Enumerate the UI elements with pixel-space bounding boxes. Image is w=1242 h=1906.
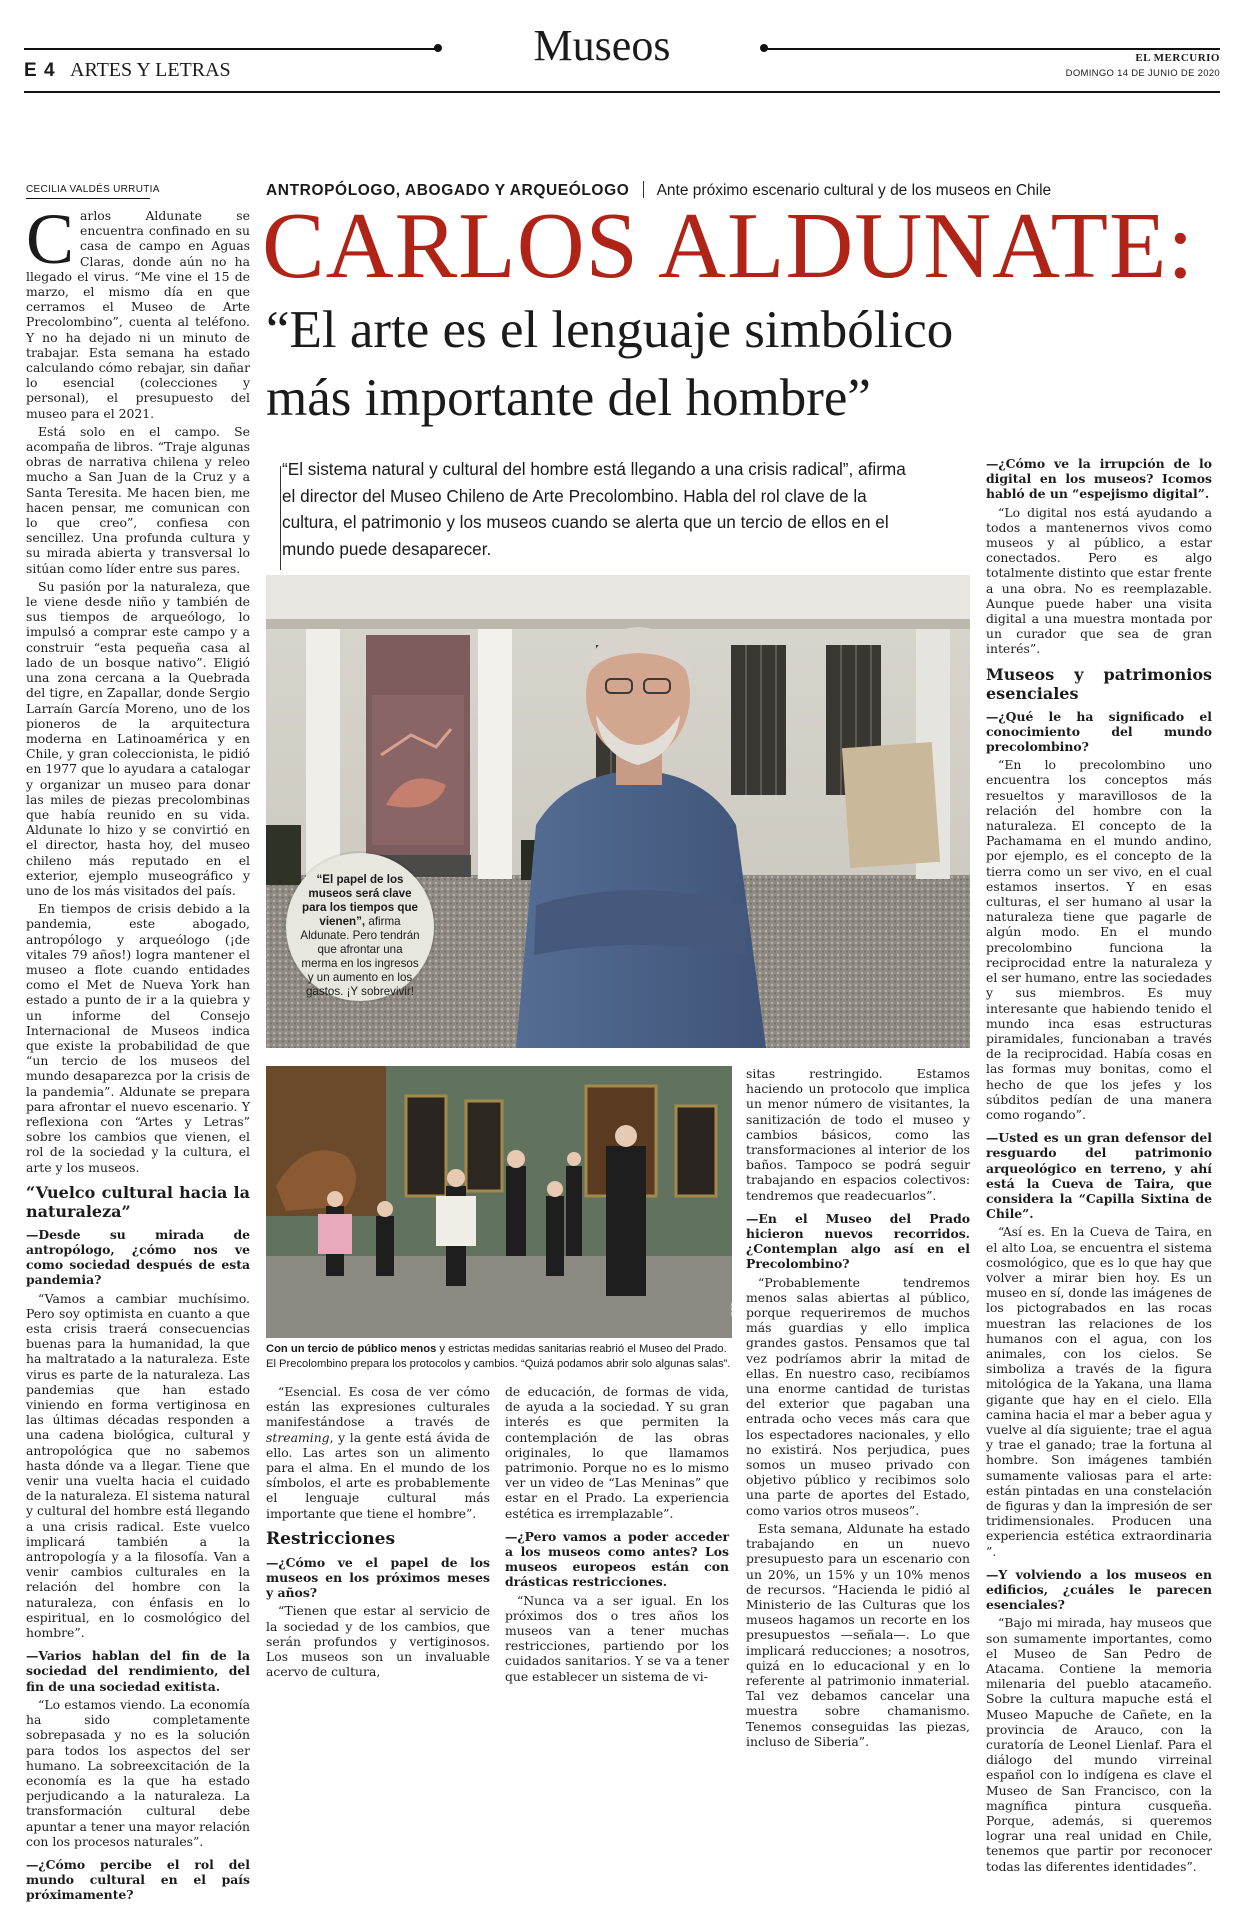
dek-text: “El sistema natural y cultural del hombre está llegando a una crisis radical”, afirma el director del Museo Chileno de Arte Precolombino. Habla del rol clave de la cultura, el patrimonio y los museos cuando se alerta que un tercio de ellos en el mundo puede desaparecer.	[282, 459, 906, 559]
prado-caption-bold: Con un tercio de público menos	[266, 1343, 437, 1355]
col3-question-1: —¿Pero vamos a poder acceder a los museos como antes? Los museos europeos están con drásticas restricciones.	[505, 1528, 729, 1590]
prado-photo	[266, 1066, 739, 1338]
col5-answer-1: “Lo digital nos está ayudando a todos a mantenernos vivos como museos y al público, a estar conectados. Pero es algo totalmente distinto que estar frente a una obra. No es reemplazable. Aunque puede haber una visita digital a una muestra montada por un curador que sea de gran interés”.	[986, 504, 1212, 657]
col4-answer-2: “Probablemente tendremos menos salas abiertas al público, porque requeriremos de muchos más guardias y ello implica grandes gastos. Pensamos que tal vez podríamos abrir la mitad de ellas. En nuestro caso, recibíamos una enorme cantidad de turistas del exterior que pagaban una entrada ocho veces más cara que los espectadores nacionales, y ello no existirá. Nos perjudica, pues somos un museo privado con objetivo público y recibimos solo una parte de aportes del Estado, como varios otros museos”.	[746, 1274, 970, 1518]
col1-paragraph-2: Está solo en el campo. Se acompaña de libros. “Traje algunas obras de narrativa chilena y releo mucho a San Juan de la Cruz y a Santa Teresita. Me hacen bien, me hacen pensar, me comunican con lo que creo”, confiesa con sencillez. Una profunda cultura y su mirada abierta y transversal lo sitúan como líder entre sus pares.	[26, 423, 250, 576]
newspaper-name: EL MERCURIO	[1135, 52, 1220, 64]
col3-answer-2: “Nunca va a ser igual. En los próximos dos o tres años los museos van a tener muchas restricciones, partiendo por los cuidados sanitarios. Y se va a tener que establecer un sistema de vi-	[505, 1592, 729, 1684]
col3-answer-1: de educación, de formas de vida, de ayuda a la sociedad. Y su gran interés es que permiten la contemplación de las obras originales, lo que llamamos patrimonio. Porque no es lo mismo ver un video de “Las Meninas” que estar en el Prado. La experiencia estética es irremplazable”.	[505, 1384, 729, 1521]
col1-answer-1: “Vamos a cambiar muchísimo. Pero soy optimista en cuanto a que esta crisis traerá consecuencias buenas para la humanidad, la que ha maltratado a la naturaleza. Este virus es parte de la naturaleza. Las pandemias que han estado viniendo en forma vertiginosa en las últimas décadas responden a una cadena biológica, cultural y antropológica que no sabemos hasta dónde va a llegar. Tiene que venir una vuelta hacia el cuidado de la naturaleza. El sistema natural y cultural del hombre está llegando a una crisis radical. Este vuelco implicará también a la antropología y a la filosofía. Van a venir cambios culturales en la relación del hombre con la naturaleza, con énfasis en lo espiritual, en lo cosmológico del hombre”.	[26, 1290, 250, 1641]
header-rule-right	[762, 48, 1220, 50]
col2-subheading: Restricciones	[266, 1528, 396, 1549]
header-dot-right	[760, 44, 768, 52]
col4-paragraph-3: Esta semana, Aldunate ha estado trabajando en un nuevo presupuesto para un escenario con un 20%, un 15% y un 10% menos de recursos. “Hacienda le pidió al Ministerio de las Culturas que los museos hagamos un recorte en los presupuestos —señala—. Lo que implicará reducciones; a nosotros, quizá en lo educacional y en lo referente al patrimonio inmaterial. Tal vez debamos cancelar una muestra sobre chamanismo. Tenemos conseguidas las piezas, incluso de Siberia”.	[746, 1520, 970, 1749]
kicker-text: Ante próximo escenario cultural y de los museos en Chile	[656, 182, 1052, 199]
kicker-label: ANTROPÓLOGO, ABOGADO Y ARQUEÓLOGO	[266, 182, 630, 199]
pullquote-bold: “El papel de los museos será clave para los tiempos que vienen”,	[302, 873, 418, 928]
main-photo-credit: CHRISTIAN IGLESIAS	[974, 918, 982, 999]
byline: CECILIA VALDÉS URRUTIA	[26, 184, 160, 195]
column-5	[986, 456, 1212, 1877]
col1-question-3: —¿Cómo percibe el rol del mundo cultural en el país próximamente?	[26, 1856, 250, 1903]
col4-question-1: —En el Museo del Prado hicieron nuevos recorridos. ¿Contemplan algo así en el Precolombino?	[746, 1210, 970, 1272]
dropcap: C	[26, 199, 75, 279]
section-title: Museos	[533, 21, 671, 70]
column-3	[505, 1384, 729, 1687]
page-header	[24, 18, 1220, 94]
prado-caption-rest: y estrictas medidas sanitarias reabrió el Museo del Prado. El Precolombino prepara los protocolos y cambios. “Quizá podamos abrir solo algunas salas”.	[266, 1343, 731, 1370]
prado-caption	[266, 1342, 736, 1371]
col5-question-3: —Usted es un gran defensor del resguardo del patrimonio arqueológico en terreno, y ahí está la Cueva de Taira, que considera la “Capilla Sixtina de Chile”.	[986, 1130, 1212, 1222]
col2-question-1: —¿Cómo ve el papel de los museos en los próximos meses y años?	[266, 1554, 490, 1601]
col5-question-1: —¿Cómo ve la irrupción de lo digital en los museos? Icomos habló de un “espejismo digital”.	[986, 456, 1212, 502]
col5-question-4: —Y volviendo a los museos en edificios, ¿cuáles le parecen esenciales?	[986, 1566, 1212, 1613]
headline: CARLOS ALDUNATE:	[262, 194, 1195, 298]
column-2	[266, 1384, 490, 1682]
column-1	[26, 199, 251, 1906]
prado-photo-credit: EFE	[731, 1302, 739, 1317]
col5-question-2: —¿Qué le ha significado el conocimiento del mundo precolombino?	[986, 708, 1212, 755]
col1-paragraph-3: Su pasión por la naturaleza, que le viene desde niño y también de sus tiempos de arqueólogo, lo impulsó a comprar este campo y a construir “esta pequeña casa al lado de un bosque nativo”. Eligió una zona cercana a la Quebrada del tigre, en Zapallar, donde Sergio Larraín García Moreno, uno de los pioneros de la arquitectura moderna en Latinoamérica y en Chile, y gran coleccionista, le pidió en 1977 que lo ayudara a catalogar y organizar un museo para donar las miles de piezas precolombinas que había reunido en su vida. Aldunate lo hizo y se convirtió en el director, hasta hoy, del museo chileno más reputado en el exterior, ejemplo museográfico y uno de los más visitados del país.	[26, 578, 250, 898]
col5-answer-3: “Así es. En la Cueva de Taira, en el alto Loa, se encuentra el sistema cosmológico, que es lo que hay que volver a mirar bien hoy. Es un museo en sí, donde las imágenes de los pictograbados en las rocas muestran las relaciones de los humanos con el agua, con los animales, con los cielos. Se simboliza a través de la figura mitológica de la Yakana, una llama gigante que hay en el cielo. Ella camina hacia el mar a beber agua y vuelve al día siguiente; trae el agua y trae el ganado; trae la fortuna al hombre. Son imágenes también sumamente valiosas para el arte: están pintadas en una constelación de figuras y dan la impresión de ser tridimensionales. Producen una experiencia estética extraordinaria ”.	[986, 1224, 1212, 1559]
col2-answer-1: “Esencial. Es cosa de ver cómo están las expresiones culturales manifestándose a través de streaming, y la gente está ávida de ello. Las artes son un alimento para el alma. En el mundo de los símbolos, el arte es probablemente el lenguaje cultural más importante que tiene el hombre”.	[266, 1384, 490, 1521]
col1-question-2: —Varios hablan del fin de la sociedad del rendimiento, del fin de una sociedad exitista.	[26, 1648, 250, 1694]
col1-subheading: “Vuelco cultural hacia la naturaleza”	[26, 1182, 250, 1221]
pullquote-bubble	[286, 853, 434, 1001]
col1-question-1: —Desde su mirada de antropólogo, ¿cómo nos ve como sociedad después de esta pandemia?	[26, 1226, 250, 1288]
col4-answer-1: sitas restringido. Estamos haciendo un protocolo que implica un menor número de visitantes, la sanitización de todo el museo y cambios básicos, como las transformaciones al interior de los baños. Tampoco se podrá seguir trabajando en espacios colectivos: tendremos que readecuarlos”.	[746, 1066, 970, 1203]
dek-rule	[280, 466, 281, 570]
main-photo	[266, 575, 982, 1048]
col5-answer-4: “Bajo mi mirada, hay museos que son sumamente importantes, como el Museo de San Pedro de Atacama. Contiene la memoria milenaria del pueblo atacameño. Sobre la cultura mapuche está el Museo Mapuche de Cañete, en la provincia de Arauco, con la curatoría de Leonel Lienlaf. Para el diálogo del mundo virreinal español con lo indígena es clave el Museo de San Francisco, con la magnífica pintura cusqueña. Porque, además, si queremos lograr una real unidad en Chile, tenemos que partir por reconocer todas las diferentes identidades”.	[986, 1615, 1212, 1874]
header-rule-left	[24, 48, 439, 50]
col1-paragraph-4: En tiempos de crisis debido a la pandemia, este abogado, antropólogo y arqueólogo (¡de vitales 79 años!) logra mantener el museo a flote cuando entidades como el Met de Nueva York han estado a punto de ir a la quiebra y un informe del Consejo Internacional de Museos indica que existe la probabilidad de que “un tercio de los museos del mundo desaparezca por la crisis de la pandemia”. Aldunate se prepara para afrontar el nuevo escenario. Y reflexiona con “Artes y Letras” sobre los cambios que vienen, el rol de la sociedad y la cultura, el arte y los museos.	[26, 901, 250, 1175]
header-bottom-rule	[24, 91, 1220, 93]
section-name: ARTES Y LETRAS	[70, 59, 231, 81]
col5-answer-2: “En lo precolombino uno encuentra los conceptos más resueltos y maravillosos de la relación del hombre con la naturaleza. El concepto de la Pachamama en el mundo andino, por ejemplo, es el concepto de la tierra como un ser vivo, en el cual estamos insertos. Y en esas culturas, el ser humano al usar la naturaleza tiene que pagarle de algún modo. En el mundo precolombino funciona la reciprocidad entre la naturaleza y el ser humano, entre las sociedades y sus miembros. Es muy interesante que habiendo tenido el mundo inca esas estructuras piramidales, funcionaban a través de la reciprocidad. Había cosas en las formas muy bonitas, como el hecho de que los jefes y los súbditos pedían de una manera como rogando”.	[986, 757, 1212, 1122]
col2-answer-2: “Tienen que estar al servicio de la sociedad y de los cambios, que serán profundos y vertiginosos. Los museos son un invaluable acervo de cultura,	[266, 1603, 490, 1680]
col5-subheading: Museos y patrimonios esenciales	[986, 664, 1212, 703]
subhead-line-2: más importante del hombre”	[266, 369, 871, 427]
subhead-line-1: “El arte es el lenguaje simbólico	[266, 301, 954, 359]
col1-paragraph-1: arlos Aldunate se encuentra confinado en su casa de campo en Aguas Claras, donde aún no ha llegado el virus. “Me vine el 15 de marzo, el mismo día en que cerramos el Museo de Arte Precolombino”, cuenta al teléfono. Y no ha dejado ni un minuto de trabajar. Esta semana ha estado calculando cómo rebajar, sin dañar lo esencial (colecciones y personal), el presupuesto del museo para el 2021.	[26, 208, 250, 421]
column-4	[746, 1066, 970, 1752]
issue-date: DOMINGO 14 DE JUNIO DE 2020	[1065, 68, 1220, 79]
pullquote-rest: afirma Aldunate. Pero tendrán que afrontar una merma en los ingresos y un aumento en los gastos. ¡Y sobrevivir!	[300, 915, 420, 998]
prado-photo-illustration	[266, 1066, 732, 1338]
col1-answer-2: “Lo estamos viendo. La economía ha sido completamente sobrepasada y no es la solución para todos los aspectos del ser humano. La sobreexcitación de la economía es la que ha estado perjudicando a la naturaleza. La transformación cultural debe apuntar a tener una mayor relación con los procesos naturales”.	[26, 1696, 251, 1849]
page-code: E 4	[24, 60, 56, 81]
header-dot-left	[434, 44, 442, 52]
